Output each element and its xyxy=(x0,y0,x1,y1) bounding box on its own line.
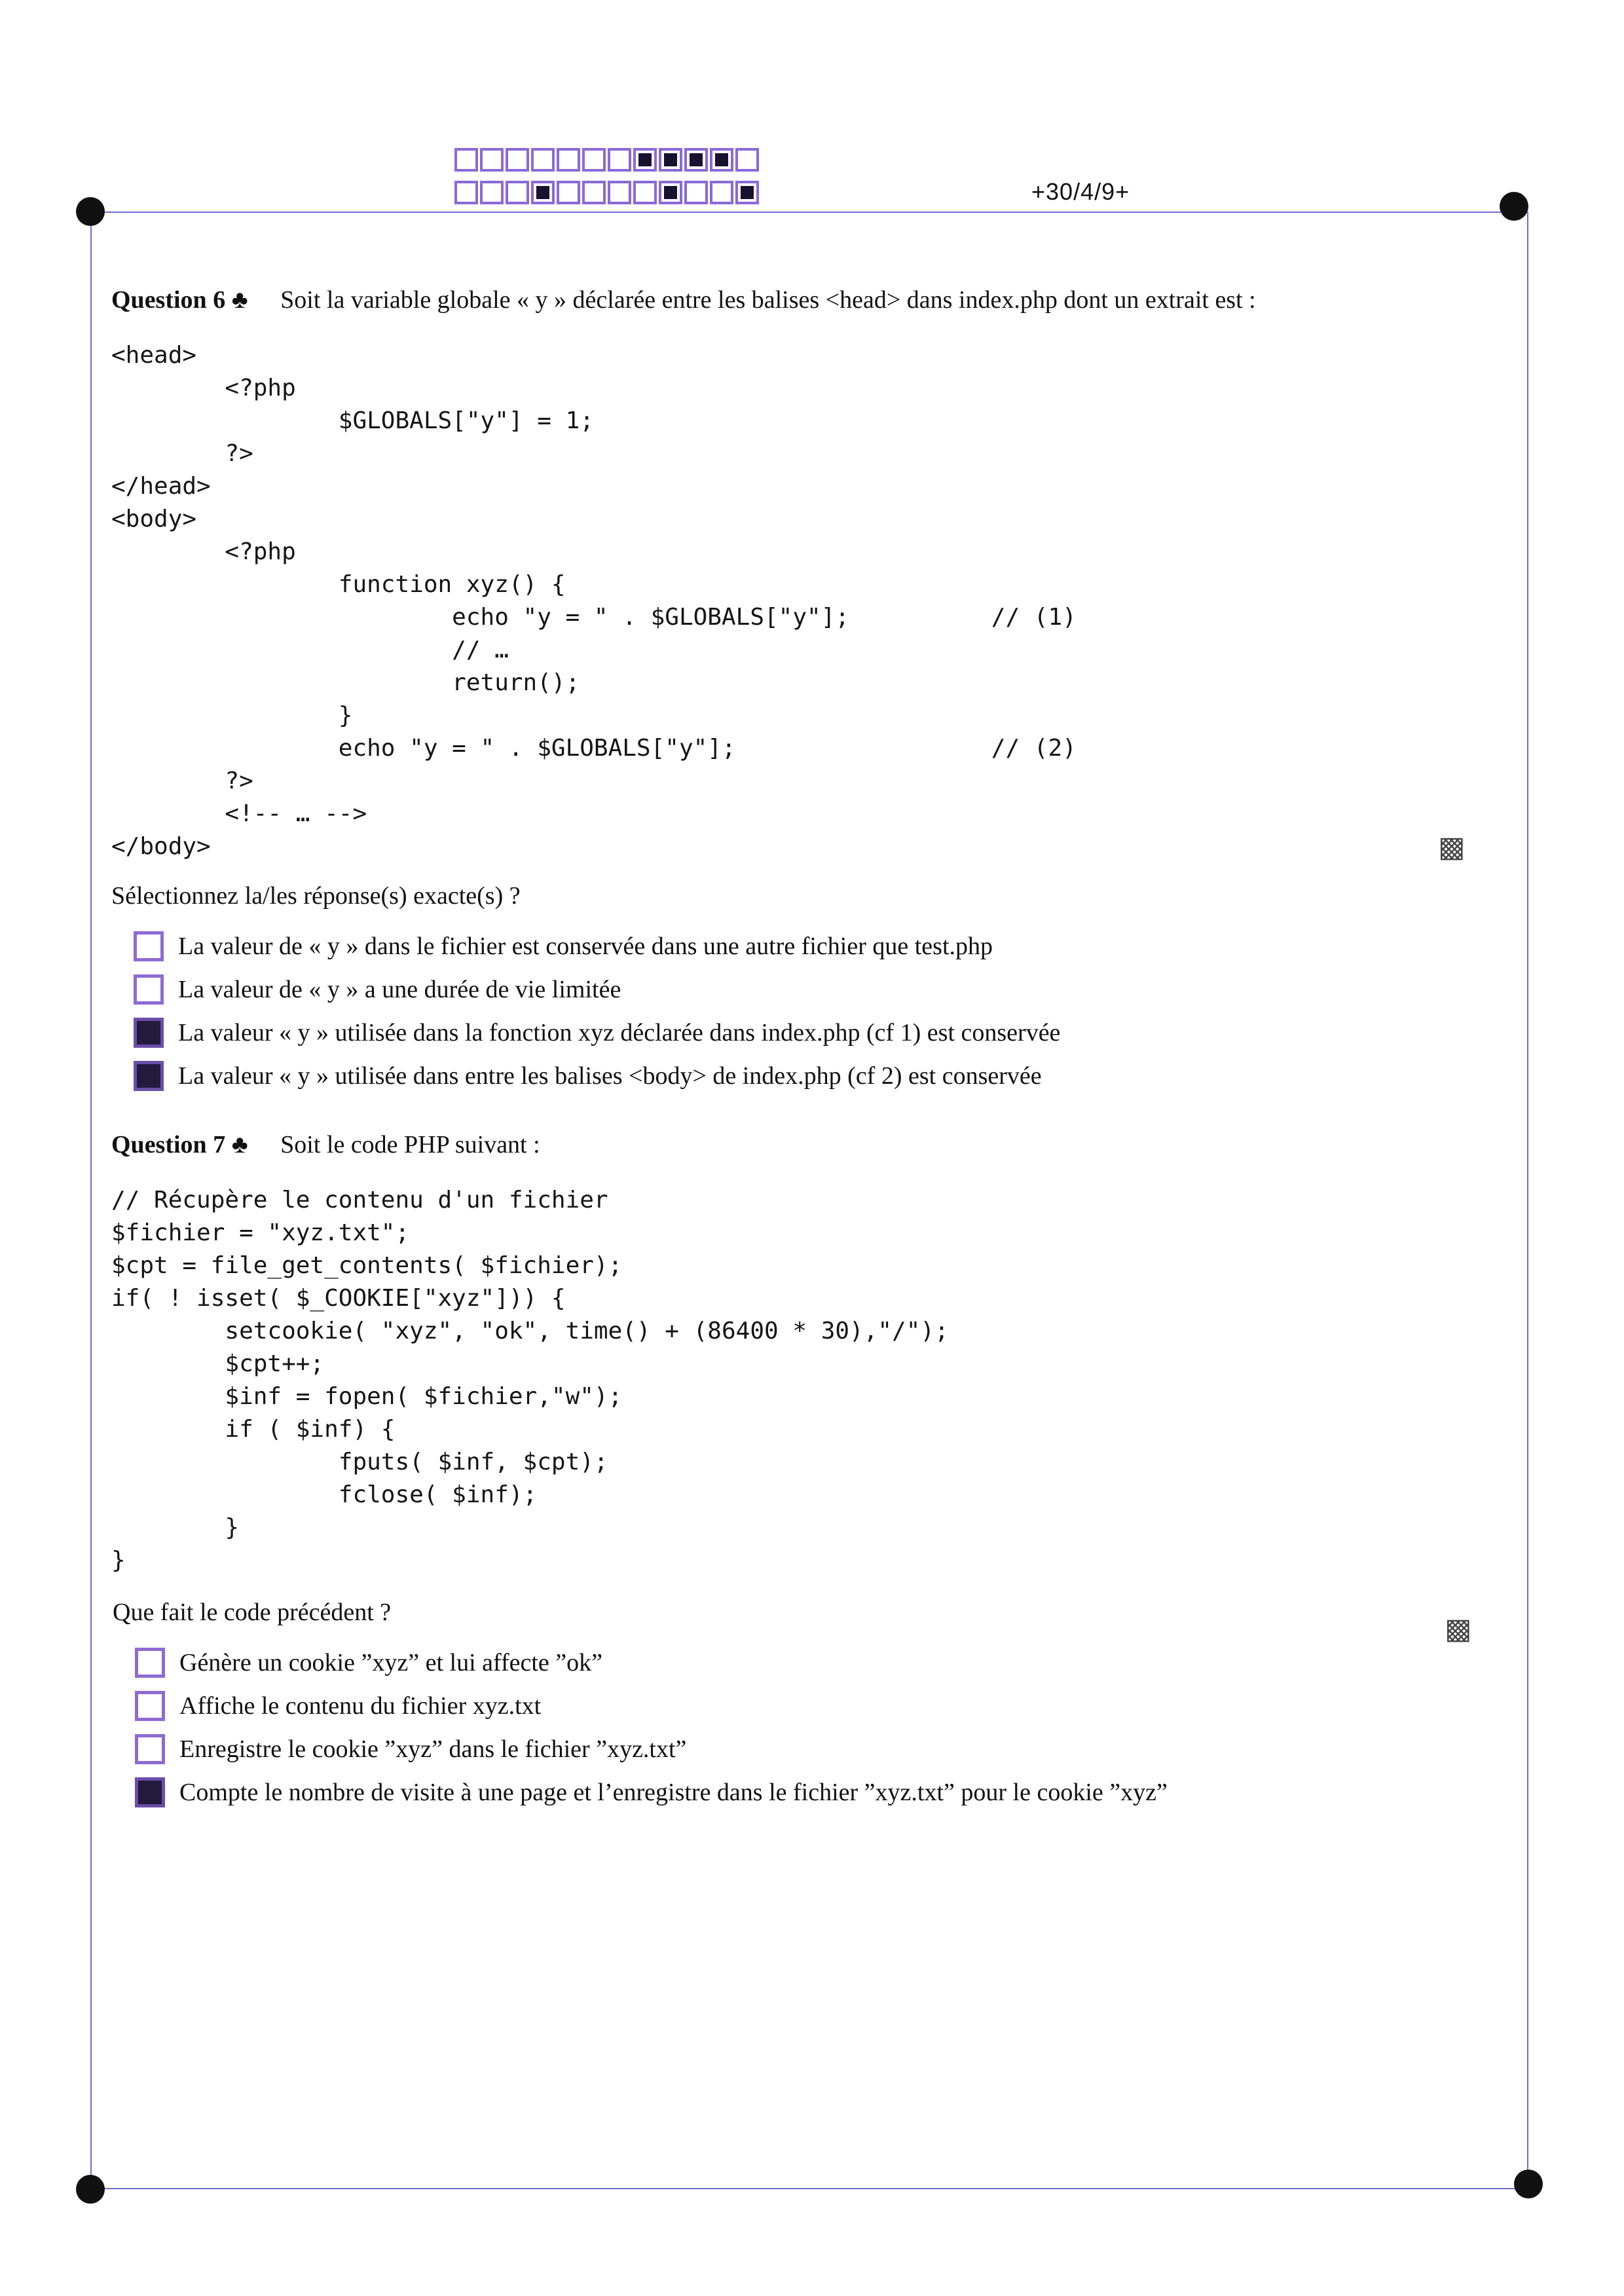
checkbox[interactable] xyxy=(135,1648,165,1678)
club-icon: ♣ xyxy=(231,286,248,314)
question-7-statement: Soit le code PHP suivant : xyxy=(280,1131,540,1158)
checkbox[interactable] xyxy=(134,974,164,1005)
barcode-row-1-cell xyxy=(531,148,555,172)
barcode-row-2-cell xyxy=(684,181,708,204)
barcode-row-2-cell xyxy=(531,181,555,204)
barcode-row-2 xyxy=(454,181,761,204)
corner-mark-top-left xyxy=(76,197,105,226)
barcode-row-2-cell xyxy=(710,181,733,204)
barcode-row-2-cell xyxy=(633,181,657,204)
q7-choice[interactable] xyxy=(135,1777,1168,1807)
barcode-row-1-cell xyxy=(684,148,708,172)
barcode-row-1-cell xyxy=(506,148,529,172)
choice-label: Enregistre le cookie ”xyz” dans le fichier ”xyz.txt” xyxy=(179,1735,687,1763)
club-icon: ♣ xyxy=(231,1131,248,1158)
barcode-row-2-cell xyxy=(608,181,631,204)
checkbox[interactable] xyxy=(135,1691,165,1721)
barcode-row-2-cell xyxy=(557,181,580,204)
q6-choice[interactable] xyxy=(134,1061,1042,1091)
barcode-row-1-cell xyxy=(710,148,733,172)
checked-checkbox[interactable] xyxy=(134,1061,164,1091)
barcode-row-2-cell xyxy=(582,181,606,204)
question-6-prompt: Sélectionnez la/les réponse(s) exacte(s) ? xyxy=(111,882,521,910)
choice-label: Affiche le contenu du fichier xyz.txt xyxy=(179,1692,542,1720)
corner-mark-bottom-left xyxy=(76,2175,105,2204)
barcode-row-1-cell xyxy=(659,148,682,172)
barcode-row-1-cell xyxy=(735,148,759,172)
q6-choice[interactable] xyxy=(134,974,621,1005)
page-id: +30/4/9+ xyxy=(1031,178,1130,205)
checkbox[interactable] xyxy=(135,1734,165,1764)
question-7-prompt: Que fait le code précédent ? xyxy=(113,1599,392,1626)
choice-label: La valeur de « y » dans le fichier est conservée dans une autre fichier que test.php xyxy=(178,933,993,960)
q7-choice[interactable] xyxy=(135,1691,541,1721)
choice-label: Compte le nombre de visite à une page et l’enregistre dans le fichier ”xyz.txt” pour le cookie ”xyz” xyxy=(179,1779,1168,1806)
barcode-row-1 xyxy=(454,148,761,172)
question-7-heading xyxy=(111,1130,540,1159)
q7-choice[interactable] xyxy=(135,1648,602,1678)
corner-mark-top-right xyxy=(1500,192,1528,221)
barcode-row-1-cell xyxy=(557,148,580,172)
corner-mark-bottom-right xyxy=(1514,2170,1543,2198)
scan-marker: ▩ xyxy=(1438,831,1466,863)
barcode-row-2-cell xyxy=(506,181,529,204)
barcode-row-2-cell xyxy=(480,181,504,204)
checked-checkbox[interactable] xyxy=(134,1018,164,1048)
q7-choice[interactable] xyxy=(135,1734,686,1764)
choice-label: La valeur de « y » a une durée de vie limitée xyxy=(178,976,621,1003)
question-6-label: Question 6 xyxy=(111,286,226,314)
q6-choice[interactable] xyxy=(134,1018,1060,1048)
barcode-row-1-cell xyxy=(480,148,504,172)
barcode-row-2-cell xyxy=(454,181,478,204)
question-7-code: // Récupère le contenu d'un fichier $fichier = "xyz.txt"; $cpt = file_get_contents( $fichier); if( ! isset( $_COOKIE["xyz"])) { setcookie( "xyz", "ok", time() + (86400 * 30),"/"); $cpt++; $inf = fopen( $fichier,"w"); if ( $inf) { fputs( $inf, $cpt); fclose( $inf); } } xyxy=(111,1187,949,1574)
barcode-row-1-cell xyxy=(582,148,606,172)
barcode-row-1-cell xyxy=(454,148,478,172)
checked-checkbox[interactable] xyxy=(135,1777,165,1807)
q6-choice[interactable] xyxy=(134,931,993,961)
question-6-heading xyxy=(111,286,1256,314)
scan-marker: ▩ xyxy=(1445,1613,1472,1645)
choice-label: Génère un cookie ”xyz” et lui affecte ”ok” xyxy=(179,1649,602,1676)
barcode-row-2-cell xyxy=(659,181,682,204)
question-6-statement: Soit la variable globale « y » déclarée entre les balises <head> dans index.php dont un extrait est : xyxy=(280,286,1256,314)
question-7-label: Question 7 xyxy=(111,1131,226,1158)
barcode-row-2-cell xyxy=(735,181,759,204)
choice-label: La valeur « y » utilisée dans la fonction xyz déclarée dans index.php (cf 1) est conservée xyxy=(178,1019,1061,1046)
barcode-row-1-cell xyxy=(608,148,631,172)
question-6-code: <head> <?php $GLOBALS["y"] = 1; ?> </head> <body> <?php function xyz() { echo "y = " . $GLOBALS["y"]; // (1) // … return(); } echo "y = " . $GLOBALS["y"]; // (2) ?> <!-- … --> </body> xyxy=(111,342,1077,860)
checkbox[interactable] xyxy=(134,931,164,961)
choice-label: La valeur « y » utilisée dans entre les balises <body> de index.php (cf 2) est conservée xyxy=(178,1062,1042,1090)
barcode-row-1-cell xyxy=(633,148,657,172)
